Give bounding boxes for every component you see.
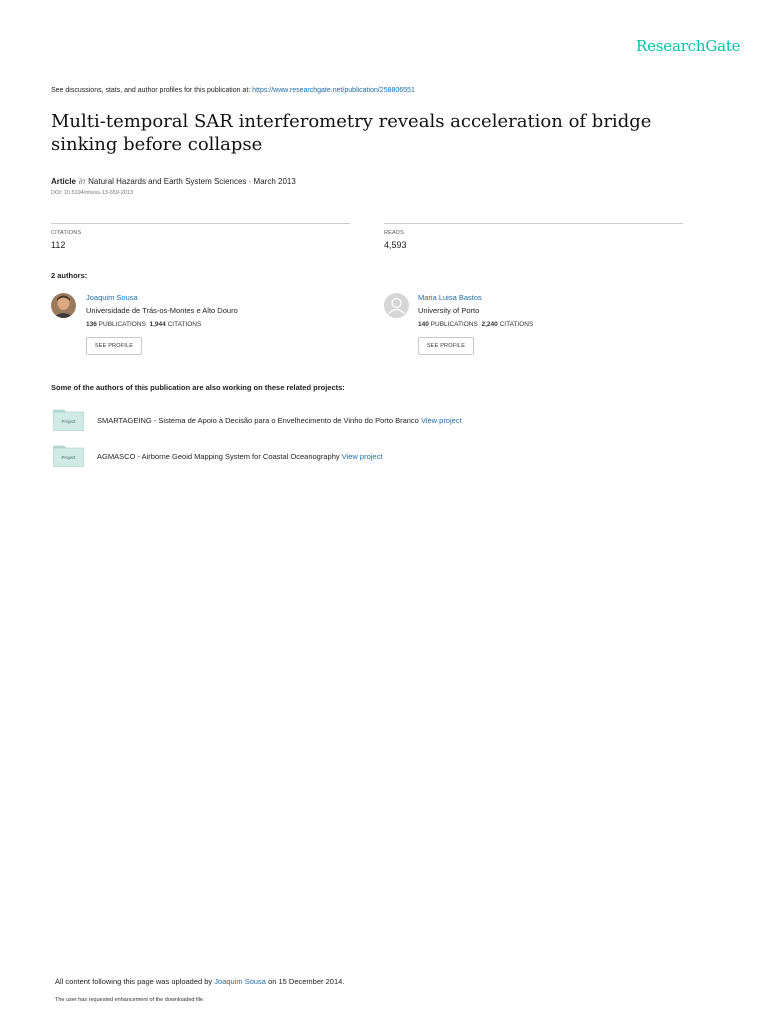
publications-count: 136 <box>86 321 97 328</box>
publications-label: PUBLICATIONS <box>430 321 478 328</box>
project-title: AGMASCO - Airborne Geoid Mapping System for Coastal Oceanography <box>97 452 340 461</box>
see-profile-button[interactable]: SEE PROFILE <box>418 337 474 355</box>
project-icon-label: Project <box>61 419 76 424</box>
related-projects-heading: Some of the authors of this publication are also working on these related projects: <box>51 383 345 392</box>
reads-value: 4,593 <box>384 240 407 250</box>
project-title: SMARTAGEING - Sistema de Apoio à Decisão para o Envelhecimento de Vinho do Porto Branco <box>97 416 419 425</box>
discussion-prefix: See discussions, stats, and author profiles for this publication at: <box>51 87 253 94</box>
upload-suffix: on 15 December 2014. <box>265 977 345 986</box>
enhancement-note: The user has requested enhancement of the downloaded file. <box>55 997 205 1003</box>
view-project-link[interactable]: View project <box>420 416 462 425</box>
publication-url-link[interactable]: https://www.researchgate.net/publication/258806551 <box>252 87 415 94</box>
meta-in: in <box>78 177 86 186</box>
author-citations-label: CITATIONS <box>167 321 202 328</box>
author-citations-count: 2,240 <box>481 321 498 328</box>
researchgate-logo[interactable]: ResearchGate <box>636 37 741 55</box>
journal-name: Natural Hazards and Earth System Sciences · March 2013 <box>88 177 296 186</box>
publication-type: Article <box>51 177 76 186</box>
author-institution: University of Porto <box>418 306 480 315</box>
author-institution: Universidade de Trás-os-Montes e Alto Douro <box>86 306 238 315</box>
publications-label: PUBLICATIONS <box>98 321 146 328</box>
see-profile-button[interactable]: SEE PROFILE <box>86 337 142 355</box>
author-citations-label: CITATIONS <box>499 321 534 328</box>
publication-title: Multi-temporal SAR interferometry reveals acceleration of bridge sinking before collapse <box>51 111 652 155</box>
project-item <box>97 416 462 425</box>
author-stats <box>86 321 201 328</box>
author-name-link[interactable]: Joaquim Sousa <box>86 293 138 302</box>
author-stats <box>418 321 533 328</box>
project-folder-icon <box>53 409 84 431</box>
project-icon-label: Project <box>61 455 76 460</box>
project-item <box>97 452 382 461</box>
reads-label: READS <box>384 230 404 236</box>
author-citations-count: 1,944 <box>149 321 166 328</box>
author-photo-avatar[interactable] <box>51 293 76 318</box>
citations-label: CITATIONS <box>51 230 82 236</box>
uploader-link[interactable]: Joaquim Sousa <box>214 977 266 986</box>
author-placeholder-avatar[interactable] <box>384 293 409 318</box>
doi: DOI: 10.5194/nhess-13-659-2013 <box>51 190 133 196</box>
citations-value: 112 <box>51 240 66 250</box>
discussion-line <box>51 87 415 94</box>
author-name-link[interactable]: Maria Luisa Bastos <box>418 293 482 302</box>
publications-count: 140 <box>418 321 429 328</box>
authors-heading: 2 authors: <box>51 271 88 280</box>
citations-divider <box>51 223 350 224</box>
view-project-link[interactable]: View project <box>341 452 383 461</box>
upload-prefix: All content following this page was uploaded by <box>55 977 215 986</box>
publication-meta <box>51 177 296 186</box>
reads-divider <box>384 223 683 224</box>
project-folder-icon <box>53 445 84 467</box>
upload-note <box>55 977 344 986</box>
